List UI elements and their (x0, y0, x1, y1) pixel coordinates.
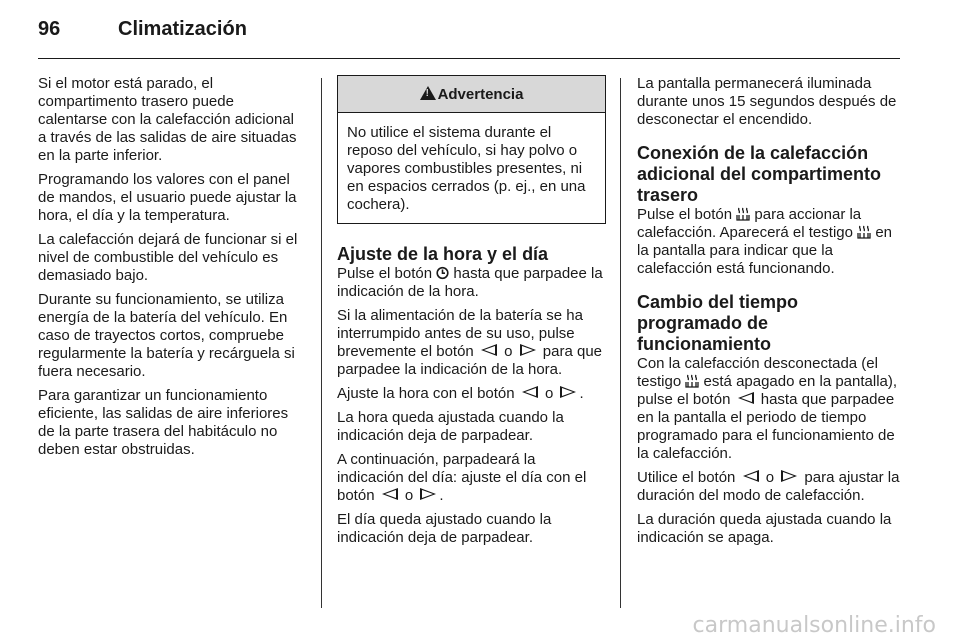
text-run: . (579, 385, 584, 402)
column-1 (38, 75, 306, 465)
paragraph: La calefacción dejará de funcionar si el nivel de combustible del vehículo es demasiado bajo. (38, 231, 298, 284)
arrow-right-icon (420, 488, 436, 500)
section-heading: Cambio del tiempo programado de funcionamiento (637, 292, 799, 354)
text-run: Pulse el botón (637, 206, 733, 223)
paragraph (337, 265, 606, 301)
warning-triangle-icon (420, 86, 436, 100)
arrow-left-icon (522, 386, 538, 398)
text-run: Pulse el botón (337, 265, 433, 282)
heater-icon (685, 374, 699, 388)
arrow-left-icon (738, 392, 754, 404)
text-run: o (504, 343, 513, 360)
watermark: carmanualsonline.info (692, 613, 936, 638)
column-3 (637, 75, 903, 553)
paragraph (637, 206, 903, 278)
paragraph (337, 385, 606, 403)
column-divider (321, 78, 322, 608)
page-number: 96 (38, 18, 61, 40)
paragraph: La pantalla permanecerá iluminada durante unos 15 segundos después de desconectar el encendido. (637, 75, 897, 128)
column-divider (620, 78, 621, 608)
page-header (38, 18, 247, 41)
warning-body: No utilice el sistema durante el reposo del vehículo, si hay polvo o vapores combustibles presentes, ni en espacios cerrados (p. ej., en una cochera). (347, 124, 586, 213)
text-run: está apagado en la pantalla), pulse el botón (637, 373, 898, 408)
paragraph: Programando los valores con el panel de mandos, el usuario puede ajustar la hora, el día y la temperatura. (38, 171, 297, 224)
arrow-right-icon (781, 470, 797, 482)
text-run: o (404, 487, 414, 504)
text-run: hasta que parpadee la indicación de la hora. (337, 265, 603, 300)
clock-icon (436, 266, 449, 280)
arrow-left-icon (743, 470, 759, 482)
arrow-left-icon (382, 488, 398, 500)
heater-icon (857, 225, 871, 239)
paragraph: La duración queda ajustada cuando la indicación se apaga. (637, 511, 892, 546)
text-run: o (544, 385, 554, 402)
paragraph: Para garantizar un funcionamiento eficiente, las salidas de aire inferiores de la parte trasera del habitáculo no deben estar obstruidas. (38, 387, 289, 458)
section-heading: Conexión de la calefacción adicional del compartimento trasero (637, 143, 882, 205)
column-2 (337, 75, 606, 553)
text-run: para que parpadee la indicación de la hora. (337, 343, 603, 378)
text-run: en la pantalla para indicar que la calefacción está funcionando. (637, 224, 892, 277)
paragraph: Durante su funcionamiento, se utiliza energía de la batería del vehículo. En caso de trayectos cortos, compruebe regularmente la batería y recárguela si fuera necesario. (38, 291, 295, 380)
chapter-title: Climatización (118, 18, 247, 40)
text-run: . (439, 487, 444, 504)
text-run: Ajuste la hora con el botón (337, 385, 515, 402)
text-run: o (765, 469, 775, 486)
text-run: hasta que parpadee en la pantalla el periodo de tiempo programado para el funcionamiento de la calefacción. (637, 391, 895, 462)
text-run: para ajustar la duración del modo de calefacción. (637, 469, 900, 504)
text-run: A continuación, parpadeará la indicación del día: ajuste el día con el botón (337, 451, 587, 504)
arrow-right-icon (520, 344, 536, 356)
warning-box (337, 75, 606, 224)
arrow-left-icon (481, 344, 497, 356)
paragraph (637, 355, 903, 463)
paragraph: La hora queda ajustada cuando la indicación deja de parpadear. (337, 409, 564, 444)
header-rule (38, 58, 900, 59)
paragraph: Si el motor está parado, el compartimento trasero puede calentarse con la calefacción adicional a través de las salidas de aire situadas en la parte inferior. (38, 75, 297, 164)
paragraph (337, 307, 606, 379)
warning-title: Advertencia (437, 86, 524, 103)
warning-header (338, 76, 605, 113)
paragraph: El día queda ajustado cuando la indicación deja de parpadear. (337, 511, 552, 546)
text-run: Con la calefacción desconectada (el testigo (637, 355, 878, 390)
paragraph (337, 451, 606, 505)
text-run: para accionar la calefacción. Aparecerá el testigo (637, 206, 862, 241)
section-heading: Ajuste de la hora y el día (337, 244, 549, 264)
paragraph (637, 469, 903, 505)
heater-icon (736, 207, 750, 221)
arrow-right-icon (560, 386, 576, 398)
text-run: Utilice el botón (637, 469, 736, 486)
text-run: Si la alimentación de la batería se ha interrumpido antes de su uso, pulse brevemente el botón (337, 307, 583, 360)
